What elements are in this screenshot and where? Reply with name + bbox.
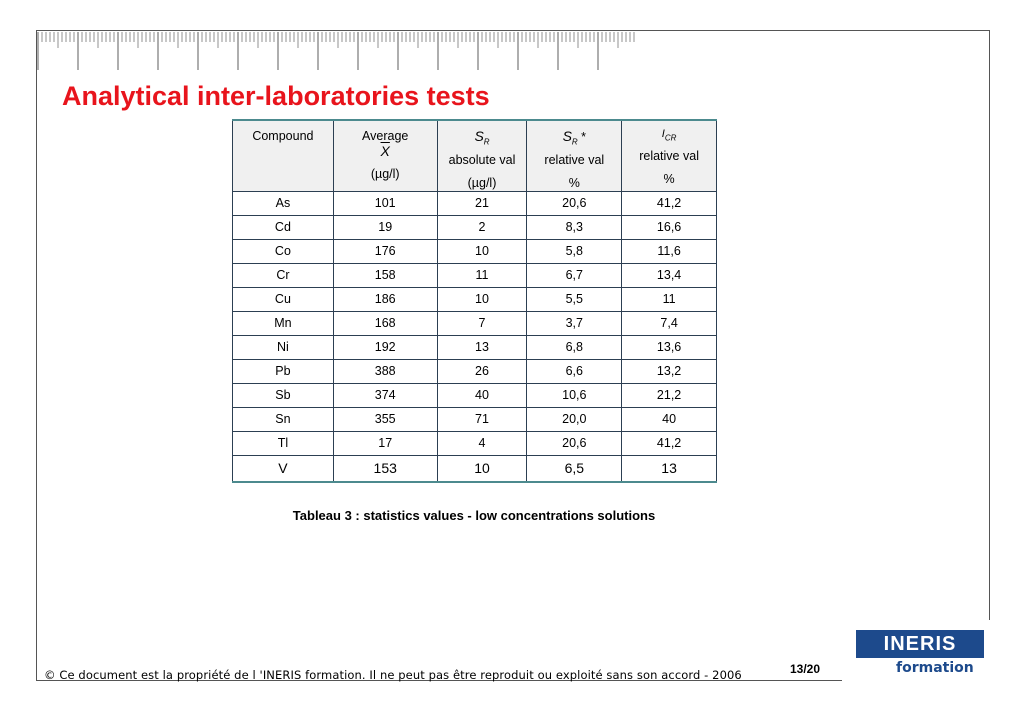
header-srr-subscript: R — [571, 137, 578, 147]
table-cell: 17 — [333, 431, 437, 455]
table-cell: Pb — [233, 359, 334, 383]
table-cell: 5,8 — [527, 239, 622, 263]
table-cell: 13,2 — [622, 359, 717, 383]
frame-right-line — [989, 30, 990, 620]
table-cell: Co — [233, 239, 334, 263]
table-cell: Cr — [233, 263, 334, 287]
table-row — [233, 287, 717, 311]
table-cell: 6,6 — [527, 359, 622, 383]
table-cell: 40 — [437, 383, 527, 407]
table-cell: 7,4 — [622, 311, 717, 335]
table-cell: 13 — [437, 335, 527, 359]
header-sr-subscript: R — [483, 137, 490, 147]
table-cell: Sb — [233, 383, 334, 407]
table-cell: 13,4 — [622, 263, 717, 287]
table-cell: 13 — [622, 455, 717, 482]
table-cell: 374 — [333, 383, 437, 407]
table-cell: Cd — [233, 215, 334, 239]
ineris-logo — [850, 630, 990, 680]
table-cell: 21 — [437, 191, 527, 215]
header-srr-star: * — [581, 130, 587, 144]
table-cell: 10 — [437, 455, 527, 482]
table-row — [233, 239, 717, 263]
table-cell: 20,6 — [527, 191, 622, 215]
table-cell: 388 — [333, 359, 437, 383]
table-cell: 153 — [333, 455, 437, 482]
header-sr-unit: (µg/l) — [467, 175, 497, 190]
table-cell: 11,6 — [622, 239, 717, 263]
table-row — [233, 191, 717, 215]
table-row — [233, 407, 717, 431]
decorative-ruler — [36, 30, 636, 72]
header-sr-symbol: S — [474, 128, 484, 144]
table-cell: 13,6 — [622, 335, 717, 359]
table-caption: Tableau 3 : statistics values - low concentrations solutions — [292, 508, 656, 523]
table-header-row — [233, 120, 717, 191]
header-compound — [233, 120, 334, 191]
ineris-logo-brand: INERIS — [856, 630, 984, 658]
header-sr — [437, 120, 527, 191]
table-cell: V — [233, 455, 334, 482]
statistics-table — [232, 119, 717, 483]
table-cell: 6,7 — [527, 263, 622, 287]
table-cell: 7 — [437, 311, 527, 335]
table-row — [233, 383, 717, 407]
table-cell: 11 — [622, 287, 717, 311]
table-cell: 40 — [622, 407, 717, 431]
table-cell: 26 — [437, 359, 527, 383]
table-cell: 176 — [333, 239, 437, 263]
table-cell: 186 — [333, 287, 437, 311]
header-sr-label: absolute val — [448, 152, 516, 167]
footer-copyright: © Ce document est la propriété de l 'INERIS formation. Il ne peut pas être reproduit ou exploité sans son accord - 2006 — [44, 668, 742, 682]
table-cell: 21,2 — [622, 383, 717, 407]
table-cell: 355 — [333, 407, 437, 431]
table-cell: 6,5 — [527, 455, 622, 482]
table-cell: 19 — [333, 215, 437, 239]
table-row — [233, 335, 717, 359]
header-average-label: Average — [362, 129, 409, 143]
table-row — [233, 263, 717, 287]
header-icr-symbol: I — [661, 128, 665, 140]
header-icr-label: relative val — [639, 148, 699, 163]
table-cell: Cu — [233, 287, 334, 311]
table-cell: As — [233, 191, 334, 215]
header-srr-label: relative val — [544, 152, 605, 167]
table-cell: 192 — [333, 335, 437, 359]
table-cell: 8,3 — [527, 215, 622, 239]
table-cell: 11 — [437, 263, 527, 287]
table-cell: 16,6 — [622, 215, 717, 239]
table-cell: 20,0 — [527, 407, 622, 431]
table-row — [233, 455, 717, 482]
header-compound-label: Compound — [252, 129, 314, 143]
table-cell: 10,6 — [527, 383, 622, 407]
header-icr-subscript: CR — [664, 133, 677, 143]
table-cell: 168 — [333, 311, 437, 335]
header-average — [333, 120, 437, 191]
header-icr — [622, 120, 717, 191]
table-row — [233, 311, 717, 335]
table-cell: Ni — [233, 335, 334, 359]
table-cell: 41,2 — [622, 431, 717, 455]
ruler-ticks-graphic — [36, 30, 636, 72]
table-cell: 158 — [333, 263, 437, 287]
header-average-unit: (µg/l) — [370, 167, 400, 181]
table-cell: 71 — [437, 407, 527, 431]
frame-left-line — [36, 30, 37, 680]
table-cell: 10 — [437, 239, 527, 263]
table-body — [233, 191, 717, 482]
table-cell: Mn — [233, 311, 334, 335]
table-cell: Tl — [233, 431, 334, 455]
header-sr-relative — [527, 120, 622, 191]
page-number: 13/20 — [790, 662, 821, 676]
table-row — [233, 215, 717, 239]
table-cell: 10 — [437, 287, 527, 311]
table-cell: Sn — [233, 407, 334, 431]
table-cell: 5,5 — [527, 287, 622, 311]
table-cell: 41,2 — [622, 191, 717, 215]
header-average-symbol: $\overline{X}$ — [380, 143, 390, 159]
table-cell: 20,6 — [527, 431, 622, 455]
header-srr-symbol: S — [562, 128, 572, 144]
page-title: Analytical inter-laboratories tests — [62, 81, 490, 111]
ineris-logo-subtitle: formation — [896, 660, 974, 676]
table-row — [233, 431, 717, 455]
header-srr-unit: % — [568, 175, 580, 190]
table-cell: 101 — [333, 191, 437, 215]
header-icr-unit: % — [663, 171, 675, 186]
table-cell: 2 — [437, 215, 527, 239]
table-cell: 3,7 — [527, 311, 622, 335]
table-cell: 4 — [437, 431, 527, 455]
table-row — [233, 359, 717, 383]
table-cell: 6,8 — [527, 335, 622, 359]
